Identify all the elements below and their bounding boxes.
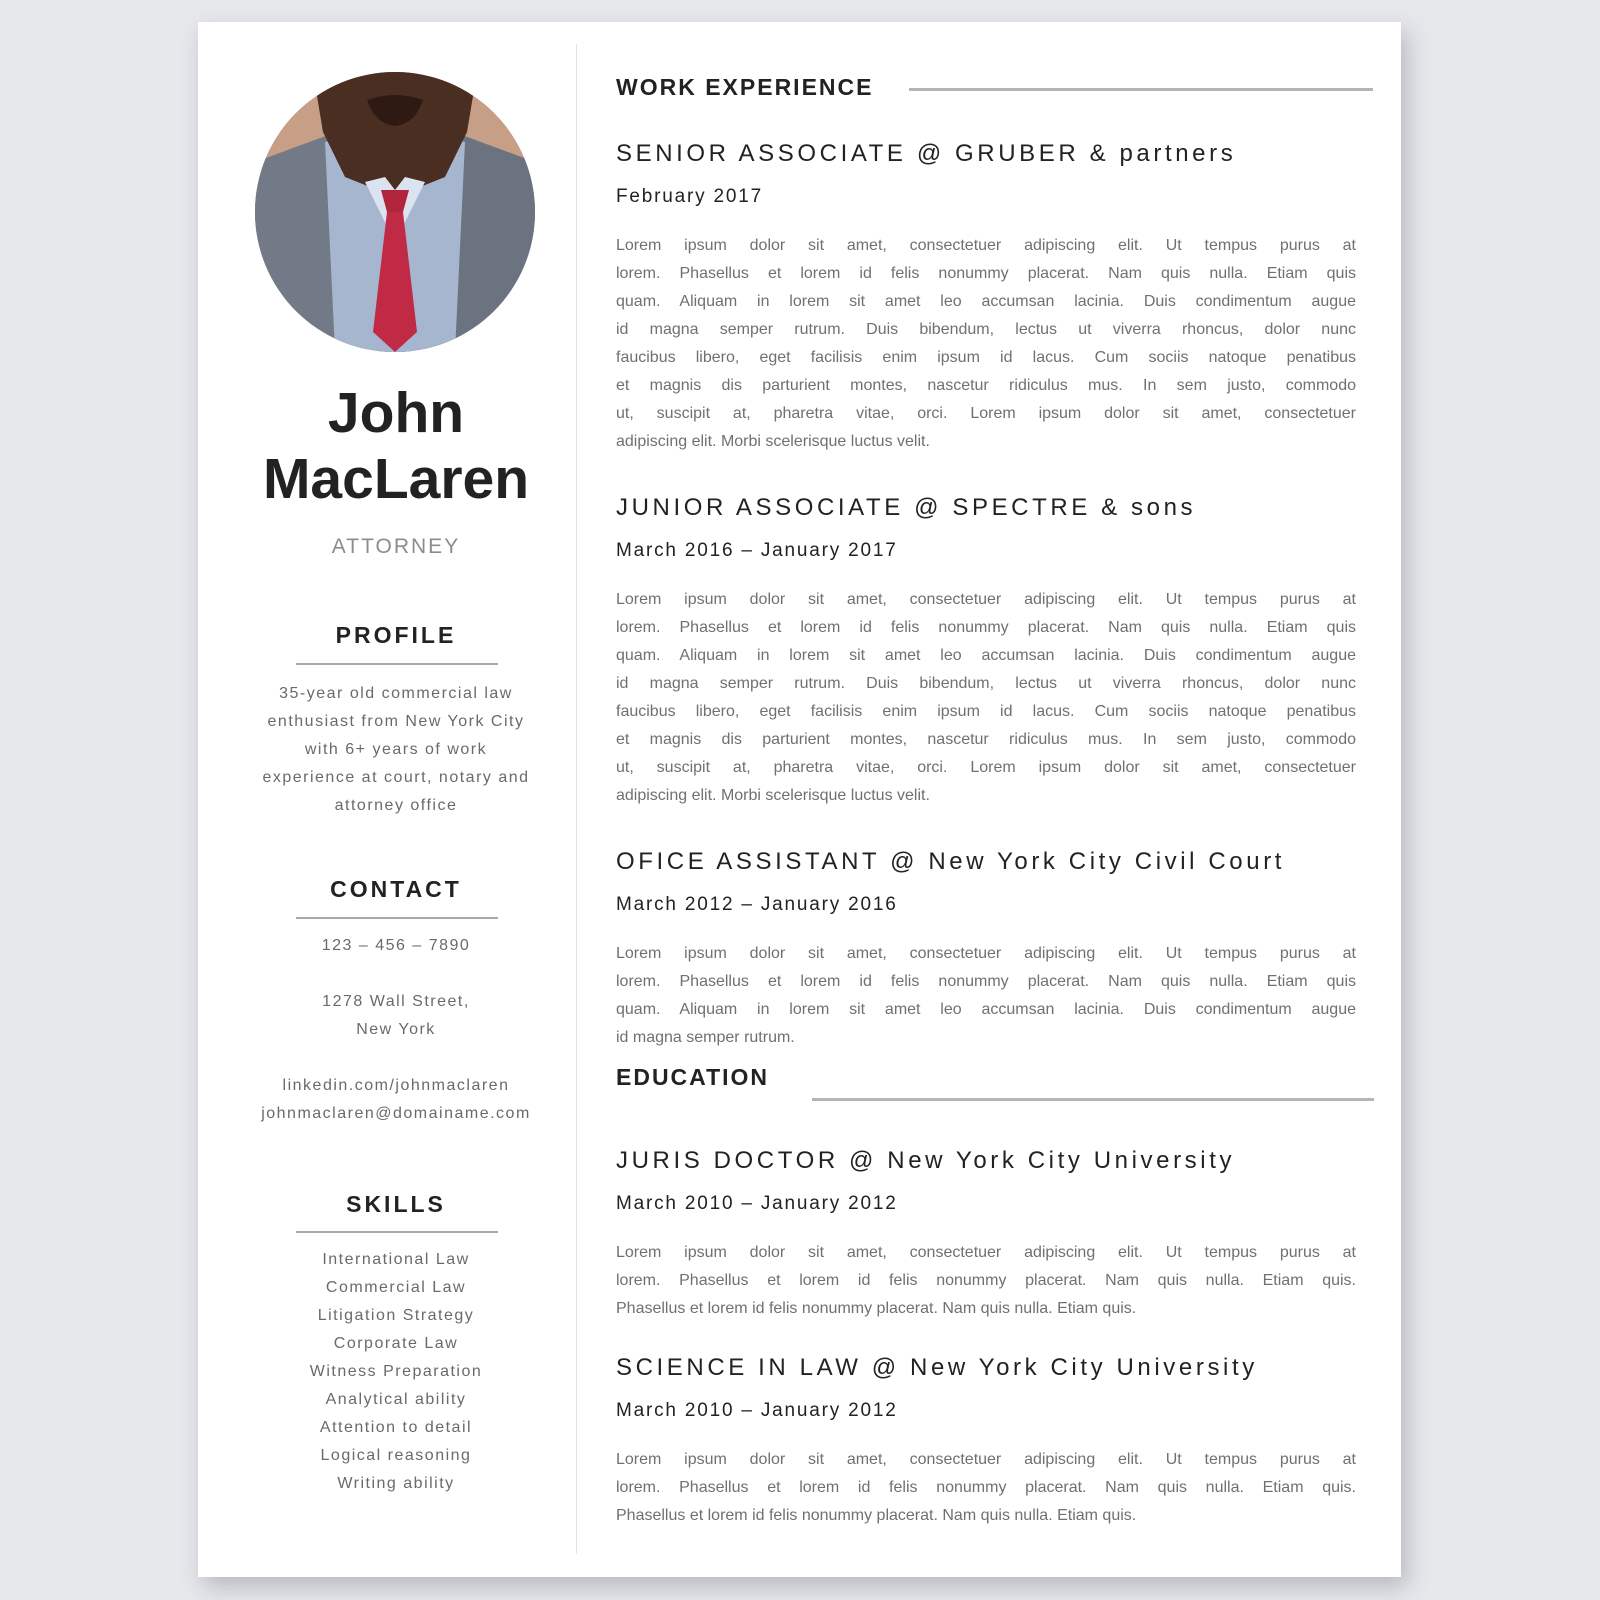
job-2-description <box>616 586 1356 810</box>
description-line: Lorem ipsum dolor sit amet, consectetuer adipiscing elit. Ut tempus purus at <box>616 237 1356 254</box>
skills-list <box>238 1246 554 1498</box>
job-2-title: JUNIOR ASSOCIATE @ SPECTRE & sons <box>616 494 1197 521</box>
job-3-date: March 2012 – January 2016 <box>616 894 898 915</box>
description-line: quam. Aliquam in lorem sit amet leo accumsan lacinia. Duis condimentum augue <box>616 1001 1356 1018</box>
person-name <box>198 380 594 512</box>
job-1-description <box>616 232 1356 456</box>
education-1-description <box>616 1239 1356 1323</box>
skill-item: Corporate Law <box>333 1335 459 1352</box>
description-line: Lorem ipsum dolor sit amet, consectetuer adipiscing elit. Ut tempus purus at <box>616 945 1356 962</box>
description-line: ut, suscipit at, pharetra vitae, orci. Lorem ipsum dolor sit amet, consectetuer <box>616 759 1356 776</box>
job-title: ATTORNEY <box>331 535 461 558</box>
description-line: lorem. Phasellus et lorem id felis nonummy placerat. Nam quis nulla. Etiam quis. <box>616 1272 1356 1289</box>
skill-item: International Law <box>322 1251 470 1268</box>
phone-number: 123 – 456 – 7890 <box>321 937 471 954</box>
description-line: Lorem ipsum dolor sit amet, consectetuer adipiscing elit. Ut tempus purus at <box>616 1451 1356 1468</box>
profile-text <box>238 680 554 820</box>
description-line: faucibus libero, eget facilisis enim ipsum id lacus. Cum sociis natoque penatibus <box>616 703 1356 720</box>
description-line: Lorem ipsum dolor sit amet, consectetuer adipiscing elit. Ut tempus purus at <box>616 1244 1356 1261</box>
first-name: John <box>327 381 465 445</box>
profile-heading: PROFILE <box>335 622 457 648</box>
description-line: id magna semper rutrum. Duis bibendum, lectus ut viverra rhoncus, dolor nunc <box>616 321 1356 338</box>
description-line: lorem. Phasellus et lorem id felis nonummy placerat. Nam quis nulla. Etiam quis <box>616 265 1356 282</box>
description-line: lorem. Phasellus et lorem id felis nonummy placerat. Nam quis nulla. Etiam quis. <box>616 1479 1356 1496</box>
description-line: quam. Aliquam in lorem sit amet leo accumsan lacinia. Duis condimentum augue <box>616 647 1356 664</box>
description-line: lorem. Phasellus et lorem id felis nonummy placerat. Nam quis nulla. Etiam quis <box>616 619 1356 636</box>
skill-item: Writing ability <box>337 1475 455 1492</box>
address-line: 1278 Wall Street, <box>322 993 470 1010</box>
description-line: Lorem ipsum dolor sit amet, consectetuer adipiscing elit. Ut tempus purus at <box>616 591 1356 608</box>
description-line: et magnis dis parturient montes, nascetur ridiculus mus. In sem justo, commodo <box>616 377 1356 394</box>
linkedin-link[interactable]: linkedin.com/johnmaclaren <box>282 1077 510 1094</box>
work-heading: WORK EXPERIENCE <box>616 74 874 100</box>
profile-photo <box>255 72 535 352</box>
contact-info <box>238 932 554 1128</box>
skill-item: Analytical ability <box>325 1391 467 1408</box>
description-line: id magna semper rutrum. Duis bibendum, lectus ut viverra rhoncus, dolor nunc <box>616 675 1356 692</box>
skills-rule <box>296 1231 498 1233</box>
education-rule <box>812 1098 1374 1101</box>
skill-item: Logical reasoning <box>320 1447 472 1464</box>
job-3-title: OFICE ASSISTANT @ New York City Civil Court <box>616 848 1286 875</box>
skill-item: Attention to detail <box>319 1419 473 1436</box>
education-2-description <box>616 1446 1356 1530</box>
skill-item: Litigation Strategy <box>317 1307 475 1324</box>
description-line: lorem. Phasellus et lorem id felis nonummy placerat. Nam quis nulla. Etiam quis <box>616 973 1356 990</box>
education-2-title: SCIENCE IN LAW @ New York City University <box>616 1354 1258 1381</box>
description-line: adipiscing elit. Morbi scelerisque luctus velit. <box>616 787 930 804</box>
job-3-description <box>616 940 1356 1052</box>
description-line: id magna semper rutrum. <box>616 1029 795 1046</box>
profile-line: with 6+ years of work <box>304 741 488 758</box>
description-line: adipiscing elit. Morbi scelerisque luctus velit. <box>616 433 930 450</box>
email-link[interactable]: johnmaclaren@domainame.com <box>261 1105 531 1122</box>
contact-heading: CONTACT <box>330 876 462 902</box>
profile-line: attorney office <box>334 797 458 814</box>
skill-item: Commercial Law <box>325 1279 467 1296</box>
job-1-title: SENIOR ASSOCIATE @ GRUBER & partners <box>616 140 1237 167</box>
profile-line: 35-year old commercial law <box>279 685 513 702</box>
profile-line: enthusiast from New York City <box>267 713 525 730</box>
description-line: quam. Aliquam in lorem sit amet leo accumsan lacinia. Duis condimentum augue <box>616 293 1356 310</box>
description-line: Phasellus et lorem id felis nonummy placerat. Nam quis nulla. Etiam quis. <box>616 1507 1137 1524</box>
skill-item: Witness Preparation <box>309 1363 483 1380</box>
work-rule <box>909 88 1373 91</box>
resume-page <box>198 22 1401 1577</box>
column-divider <box>576 44 577 1554</box>
job-2-date: March 2016 – January 2017 <box>616 540 898 561</box>
description-line: et magnis dis parturient montes, nascetur ridiculus mus. In sem justo, commodo <box>616 731 1356 748</box>
profile-line: experience at court, notary and <box>262 769 530 786</box>
description-line: Phasellus et lorem id felis nonummy placerat. Nam quis nulla. Etiam quis. <box>616 1300 1137 1317</box>
education-1-date: March 2010 – January 2012 <box>616 1193 898 1214</box>
education-heading: EDUCATION <box>616 1064 770 1090</box>
job-1-date: February 2017 <box>616 186 763 207</box>
education-2-date: March 2010 – January 2012 <box>616 1400 898 1421</box>
profile-rule <box>296 663 498 665</box>
description-line: ut, suscipit at, pharetra vitae, orci. Lorem ipsum dolor sit amet, consectetuer <box>616 405 1356 422</box>
description-line: faucibus libero, eget facilisis enim ipsum id lacus. Cum sociis natoque penatibus <box>616 349 1356 366</box>
education-1-title: JURIS DOCTOR @ New York City University <box>616 1147 1236 1174</box>
contact-rule <box>296 917 498 919</box>
address-line: New York <box>356 1021 436 1038</box>
skills-heading: SKILLS <box>346 1191 446 1217</box>
last-name: MacLaren <box>262 447 530 511</box>
